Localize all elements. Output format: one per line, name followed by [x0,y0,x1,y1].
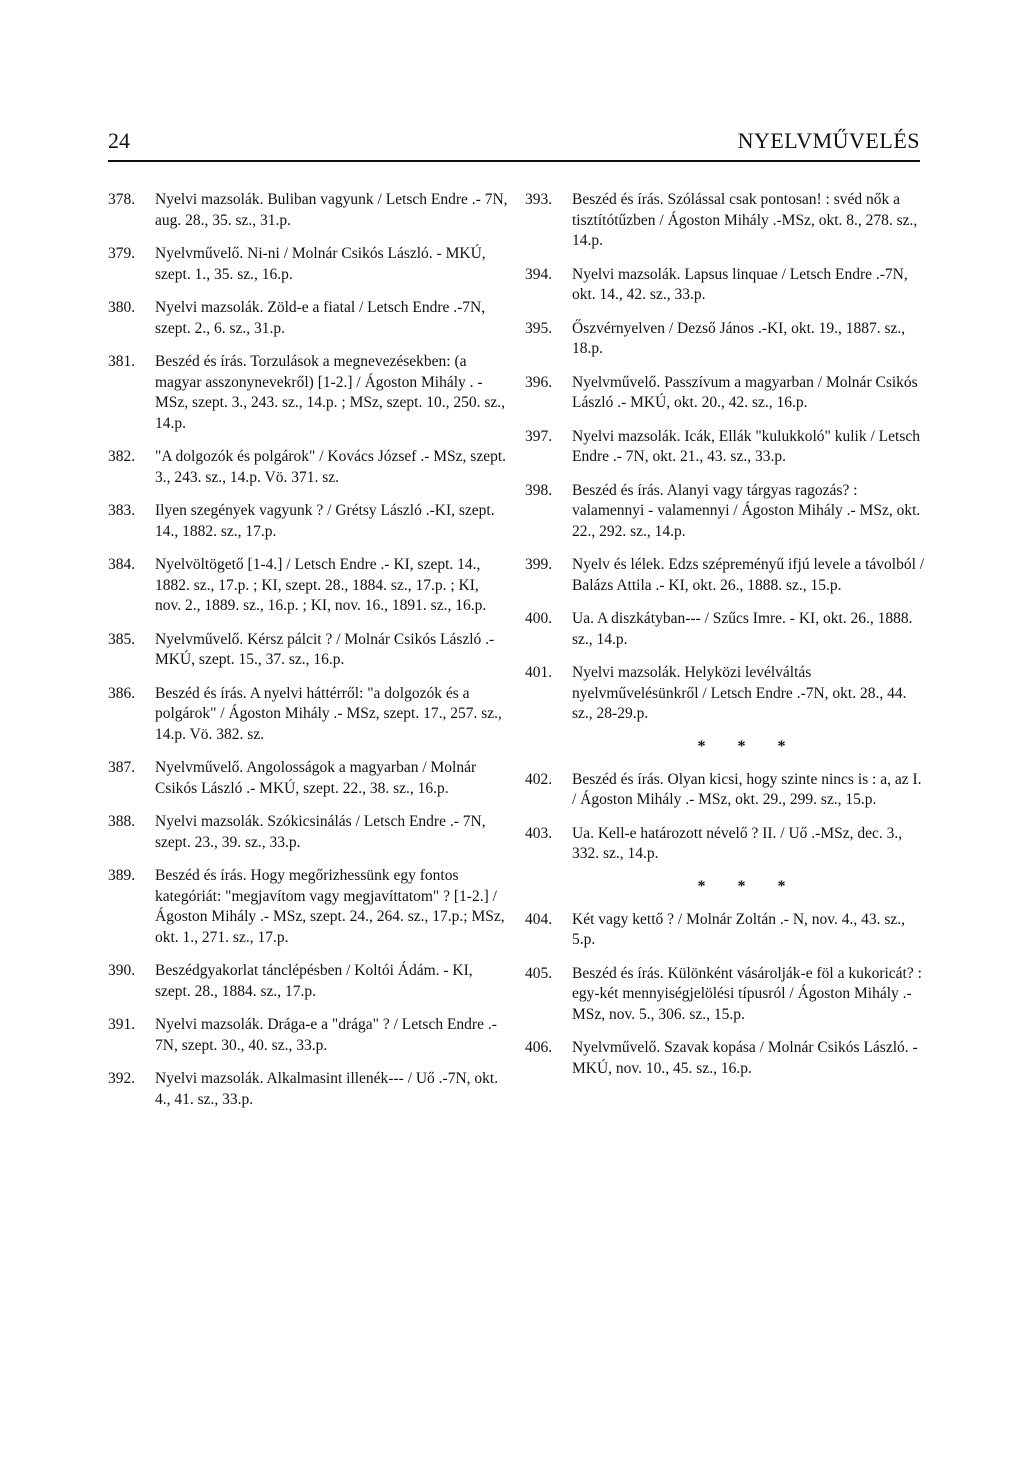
entry-text: Ilyen szegények vagyunk ? / Grétsy László .-KI, szept. 14., 1882. sz., 17.p. [155,502,495,540]
entry-text: Nyelvművelő. Kérsz pálcit ? / Molnár Csikós László .-MKÚ, szept. 15., 37. sz., 16.p. [155,630,495,668]
entry-number: 379. [108,245,136,262]
entry-number: 389. [108,867,136,884]
entry-text: Beszédgyakorlat tánclépésben / Koltói Ádám. - KI, szept. 28., 1884. sz., 17.p. [155,962,473,1000]
entry-text: Nyelvi mazsolák. Zöld-e a fiatal / Letsch Endre .-7N, szept. 2., 6. sz., 31.p. [155,299,486,337]
entry-text: Nyelvművelő. Szavak kopása / Molnár Csikós László. - MKÚ, nov. 10., 45. sz., 16.p. [572,1039,918,1077]
bibliography-entry [525,770,925,811]
entry-number: 398. [525,481,553,499]
entry-number: 394. [525,265,553,283]
entry-number: 390. [108,962,136,979]
bibliography-entry [108,555,508,617]
entry-number: 405. [525,964,553,982]
entry-text: Beszéd és írás. Hogy megőrizhessünk egy fontos kategóriát: "megjavítom vagy megjavíttatom" ? [1-2.] / Ágoston Mihály .- MSz, szept. 24., 264. sz., 17.p.; MSz, okt. 1., 271. sz., 17.p. [155,867,505,946]
entry-number: 391. [108,1016,136,1033]
entry-number: 388. [108,813,136,830]
entry-text: Nyelvi mazsolák. Szókicsinálás / Letsch Endre .- 7N, szept. 23., 39. sz., 33.p. [155,813,486,851]
entry-text: Ua. A diszkátyban--- / Szűcs Imre. - KI, okt. 26., 1888. sz., 14.p. [572,610,913,648]
entry-number: 384. [108,556,136,573]
bibliography-entry [525,964,925,1026]
bibliography-entry [525,1038,925,1079]
bibliography-entry [108,1069,508,1110]
bibliography-entry [525,190,925,252]
bibliography-entry [525,555,925,596]
entry-text: Beszéd és írás. Olyan kicsi, hogy szinte nincs is : a, az I. / Ágoston Mihály .- MSz, okt. 29., 299. sz., 15.p. [572,770,922,808]
entry-text: Nyelvöltögető [1-4.] / Letsch Endre .- KI, szept. 14., 1882. sz., 17.p. ; KI, szept. 28., 1884. sz., 17.p. ; KI, nov. 2., 1889. sz., 16.p. ; KI, nov. 16., 1891. sz., 16.p. [155,556,487,614]
section-separator: * * * [697,877,800,895]
entry-text: Nyelvi mazsolák. Alkalmasint illenék--- / Uő .-7N, okt. 4., 41. sz., 33.p. [155,1070,499,1108]
running-title: NYELVMŰVELÉS [737,128,920,153]
bibliography-entry [525,265,925,306]
bibliography-entry [108,298,508,339]
entry-number: 397. [525,427,553,445]
left-column [108,190,508,1123]
bibliography-entry [108,866,508,948]
bibliography-entry [108,758,508,799]
entry-text: "A dolgozók és polgárok" / Kovács József .- MSz, szept. 3., 243. sz., 14.p. Vö. 371. sz. [155,448,507,486]
bibliography-entry [525,319,925,360]
bibliography-entry [525,427,925,468]
entry-number: 406. [525,1039,553,1056]
entry-text: Ua. Kell-e határozott névelő ? II. / Uő .-MSz, dec. 3., 332. sz., 14.p. [572,824,903,862]
bibliography-entry [525,609,925,650]
bibliography-entry [108,447,508,488]
entry-number: 382. [108,448,136,465]
bibliography-entry [525,824,925,865]
entry-text: Nyelv és lélek. Edzs szépreményű ifjú levele a távolból / Balázs Attila .- KI, okt. 26., 1888. sz., 15.p. [572,556,925,594]
entry-text: Nyelvművelő. Passzívum a magyarban / Molnár Csikós László .- MKÚ, okt. 20., 42. sz., 16.p. [572,373,918,411]
entry-number: 385. [108,630,136,648]
entry-number: 381. [108,353,136,370]
entry-number: 401. [525,664,553,681]
entry-text: Beszéd és írás. Különként vásárolják-e föl a kukoricát? : egy-két mennyiségjelölési típusról / Ágoston Mihály .- MSz, nov. 5., 306. sz., 15.p. [572,964,922,1023]
entry-text: Beszéd és írás. Torzulások a megnevezésekben: (a magyar asszonynevekről) [1-2.] / Ágoston Mihály . - MSz, szept. 3., 243. sz., 14.p. ; MSz, szept. 10., 250. sz., 14.p. [155,353,506,432]
entry-text: Nyelvművelő. Ni-ni / Molnár Csikós László. - MKÚ, szept. 1., 35. sz., 16.p. [155,245,486,283]
section-separator: * * * [697,737,800,755]
entry-text: Őszvérnyelven / Dezső János .-KI, okt. 19., 1887. sz., 18.p. [572,319,906,357]
bibliography-entry [108,244,508,285]
bibliography-entry [525,481,925,543]
entry-number: 387. [108,759,136,776]
entry-number: 403. [525,824,553,842]
entry-text: Nyelvi mazsolák. Buliban vagyunk / Letsch Endre .- 7N, aug. 28., 35. sz., 31.p. [155,191,508,229]
entry-number: 392. [108,1070,136,1087]
entry-number: 380. [108,299,136,316]
entry-text: Beszéd és írás. A nyelvi háttérről: "a dolgozók és a polgárok" / Ágoston Mihály .- MSz, szept. 17., 257. sz., 14.p. Vö. 382. sz. [155,684,502,743]
entry-text: Két vagy kettő ? / Molnár Zoltán .- N, nov. 4., 43. sz., 5.p. [572,910,906,948]
bibliography-entry [108,352,508,434]
entry-number: 395. [525,319,553,337]
right-column [525,190,925,1092]
entry-number: 400. [525,610,553,627]
entry-number: 402. [525,770,553,788]
page-header [108,120,920,162]
entry-text: Nyelvi mazsolák. Drága-e a "drága" ? / Letsch Endre .- 7N, szept. 30., 40. sz., 33.p. [155,1016,497,1054]
bibliography-entry [108,630,508,671]
entry-text: Beszéd és írás. Szólással csak pontosan! : svéd nők a tisztítótűzben / Ágoston Mihály .-MSz, okt. 8., 278. sz., 14.p. [572,191,918,249]
bibliography-entry [108,501,508,542]
entry-number: 393. [525,191,553,208]
bibliography-entry [108,684,508,746]
entry-text: Nyelvi mazsolák. Icák, Ellák "kulukkoló" kulik / Letsch Endre .- 7N, okt. 21., 43. sz., 33.p. [572,427,920,465]
entry-number: 396. [525,373,553,391]
bibliography-entry [525,373,925,414]
entry-text: Nyelvművelő. Angolosságok a magyarban / Molnár Csikós László .- MKÚ, szept. 22., 38. sz., 16.p. [155,759,477,797]
entry-text: Nyelvi mazsolák. Helyközi levélváltás nyelvművelésünkről / Letsch Endre .-7N, okt. 28., 44. sz., 28-29.p. [572,664,907,722]
entry-number: 386. [108,684,136,702]
entry-number: 378. [108,191,136,208]
bibliography-entry [525,663,925,725]
bibliography-entry [108,812,508,853]
entry-number: 399. [525,556,553,573]
entry-text: Beszéd és írás. Alanyi vagy tárgyas ragozás? : valamennyi - valamennyi / Ágoston Mihály .- MSz, okt. 22., 292. sz., 14.p. [572,481,921,540]
page-number: 24 [108,128,130,153]
bibliography-entry [108,961,508,1002]
bibliography-entry [108,190,508,231]
bibliography-entry [525,910,925,951]
bibliography-entry [108,1015,508,1056]
entry-number: 404. [525,910,553,928]
entry-number: 383. [108,502,136,519]
entry-text: Nyelvi mazsolák. Lapsus linquae / Letsch Endre .-7N, okt. 14., 42. sz., 33.p. [572,265,908,303]
